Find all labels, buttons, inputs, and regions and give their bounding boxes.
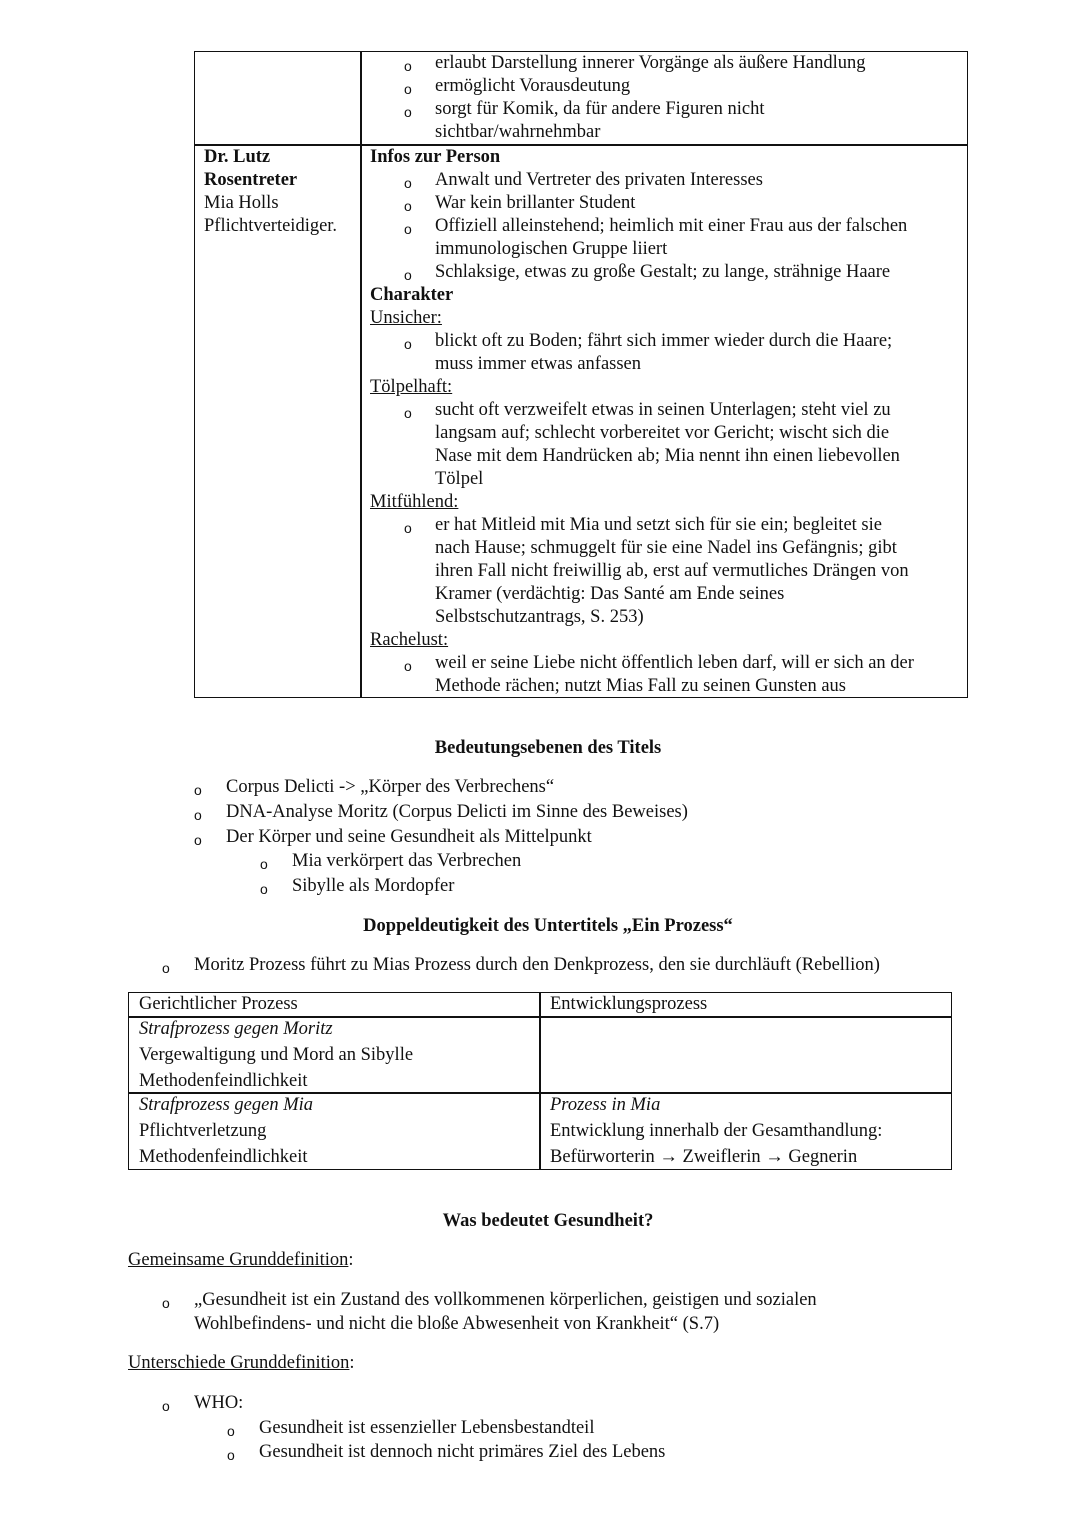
quote-line1: „Gesundheit ist ein Zustand des vollkommenen körperlichen, geistigen und sozialen [194,1290,817,1310]
bullet-icon: o [260,881,268,897]
trait-toelpelhaft-line3: Nase mit dem Handrücken ab; Mia nennt ihn einen liebevollen [435,446,900,466]
trait-unsicher-line1: blickt oft zu Boden; fährt sich immer wieder durch die Haare; [435,331,893,351]
bullet-icon: o [404,175,412,191]
trait-rachelust-line2: Methode rächen; nutzt Mias Fall zu seinen Gunsten aus [435,676,847,696]
diff-definition-label [128,1352,355,1375]
colon: : [349,1353,355,1373]
section-heading-title: Bedeutungsebenen des Titels [434,738,662,758]
infos-heading: Infos zur Person [370,147,501,167]
title-item-3: Der Körper und seine Gesundheit als Mittelpunkt [226,827,592,847]
process-table [128,992,952,1170]
info-item-4: Schlaksige, etwas zu große Gestalt; zu lange, strähnige Haare [435,262,891,282]
trait-mitfuehlend-line3: ihren Fall nicht freiwillig ab, erst auf vermutliches Drängen von [435,561,909,581]
subtitle-item: Moritz Prozess führt zu Mias Prozess durch den Denkprozess, den sie durchläuft (Rebellion) [194,955,880,975]
row0-bullet-1: erlaubt Darstellung innerer Vorgänge als äußere Handlung [435,53,866,73]
table-column-divider [539,993,541,1169]
who-label: WHO: [194,1393,244,1413]
person-name-line2: Rosentreter [204,170,298,190]
trait-mitfuehlend-line4: Kramer (verdächtig: Das Santé am Ende seines [435,584,785,604]
diff-definition-label-text: Unterschiede Grunddefinition [128,1353,350,1373]
trait-label-rachelust: Rachelust: [370,630,449,650]
row0-bullet-2: ermöglicht Vorausdeutung [435,76,631,96]
bullet-icon: o [404,104,412,120]
proc-row2-left-line1: Strafprozess gegen Mia [139,1095,314,1115]
common-definition-label-text: Gemeinsame Grunddefinition [128,1250,349,1270]
title-item-2: DNA-Analyse Moritz (Corpus Delicti im Sinne des Beweises) [226,802,688,822]
bullet-icon: o [194,832,202,848]
proc-row1-left-line1: Strafprozess gegen Moritz [139,1019,333,1039]
bullet-icon: o [162,960,170,976]
bullet-icon: o [194,782,202,798]
bullet-icon: o [194,807,202,823]
bullet-icon: o [404,405,412,421]
bullet-icon: o [162,1295,170,1311]
proc-row1-left-line2: Vergewaltigung und Mord an Sibylle [139,1045,414,1065]
bullet-icon: o [260,856,268,872]
table-column-divider [360,52,362,697]
bullet-icon: o [404,336,412,352]
trait-toelpelhaft-line2: langsam auf; schlecht vorbereitet vor Gericht; wischt sich die [435,423,890,443]
bullet-icon: o [404,58,412,74]
proc-row1-left-line3: Methodenfeindlichkeit [139,1071,308,1091]
info-item-3-line2: immunologischen Gruppe liiert [435,239,668,259]
common-definition-label [128,1249,354,1272]
charakter-heading: Charakter [370,285,454,305]
bullet-icon: o [404,81,412,97]
trait-unsicher-line2: muss immer etwas anfassen [435,354,642,374]
proc-row2-right-line1: Prozess in Mia [550,1095,661,1115]
info-item-2: War kein brillanter Student [435,193,636,213]
section-heading-subtitle: Doppeldeutigkeit des Untertitels „Ein Prozess“ [363,916,733,936]
trait-mitfuehlend-line5: Selbstschutzantrags, S. 253) [435,607,644,627]
trait-mitfuehlend-line1: er hat Mitleid mit Mia und setzt sich für sie ein; begleitet sie [435,515,882,535]
bullet-icon: o [227,1447,235,1463]
proc-header-right: Entwicklungsprozess [550,994,708,1014]
colon: : [348,1250,354,1270]
title-subitem-1: Mia verkörpert das Verbrechen [292,851,522,871]
trait-mitfuehlend-line2: nach Hause; schmuggelt für sie eine Nadel ins Gefängnis; gibt [435,538,897,558]
bullet-icon: o [227,1423,235,1439]
row0-bullet-3-line1: sorgt für Komik, da für andere Figuren nicht [435,99,765,119]
bullet-icon: o [404,520,412,536]
info-item-3-line1: Offiziell alleinstehend; heimlich mit einer Frau aus der falschen [435,216,908,236]
bullet-icon: o [404,658,412,674]
proc-row2-right-line2: Entwicklung innerhalb der Gesamthandlung: [550,1121,883,1141]
character-table [194,51,968,698]
who-item-2: Gesundheit ist dennoch nicht primäres Ziel des Lebens [259,1442,666,1462]
title-subitem-2: Sibylle als Mordopfer [292,876,455,896]
who-item-1: Gesundheit ist essenzieller Lebensbestandteil [259,1418,595,1438]
quote-line2: Wohlbefindens- und nicht die bloße Abwesenheit von Krankheit“ (S.7) [194,1314,720,1334]
proc-row2-left-line3: Methodenfeindlichkeit [139,1147,308,1167]
person-role-line1: Mia Holls [204,193,279,213]
trait-label-unsicher: Unsicher: [370,308,442,328]
trait-rachelust-line1: weil er seine Liebe nicht öffentlich leben darf, will er sich an der [435,653,914,673]
person-name-line1: Dr. Lutz [204,147,271,167]
title-item-1: Corpus Delicti -> „Körper des Verbrechens“ [226,777,555,797]
section-heading-health: Was bedeutet Gesundheit? [442,1211,654,1231]
trait-toelpelhaft-line4: Tölpel [435,469,484,489]
proc-header-left: Gerichtlicher Prozess [139,994,298,1014]
bullet-icon: o [404,267,412,283]
row0-bullet-3-line2: sichtbar/wahrnehmbar [435,122,601,142]
trait-label-toelpelhaft: Tölpelhaft: [370,377,453,397]
bullet-icon: o [404,198,412,214]
proc-row2-left-line2: Pflichtverletzung [139,1121,267,1141]
bullet-icon: o [404,221,412,237]
trait-toelpelhaft-line1: sucht oft verzweifelt etwas in seinen Unterlagen; steht viel zu [435,400,891,420]
trait-label-mitfuehlend: Mitfühlend: [370,492,459,512]
info-item-1: Anwalt und Vertreter des privaten Interesses [435,170,763,190]
person-role-line2: Pflichtverteidiger. [204,216,338,236]
bullet-icon: o [162,1398,170,1414]
table-row-divider [195,144,967,146]
proc-row2-right-line3: Befürworterin → Zweiflerin → Gegnerin [550,1147,858,1167]
